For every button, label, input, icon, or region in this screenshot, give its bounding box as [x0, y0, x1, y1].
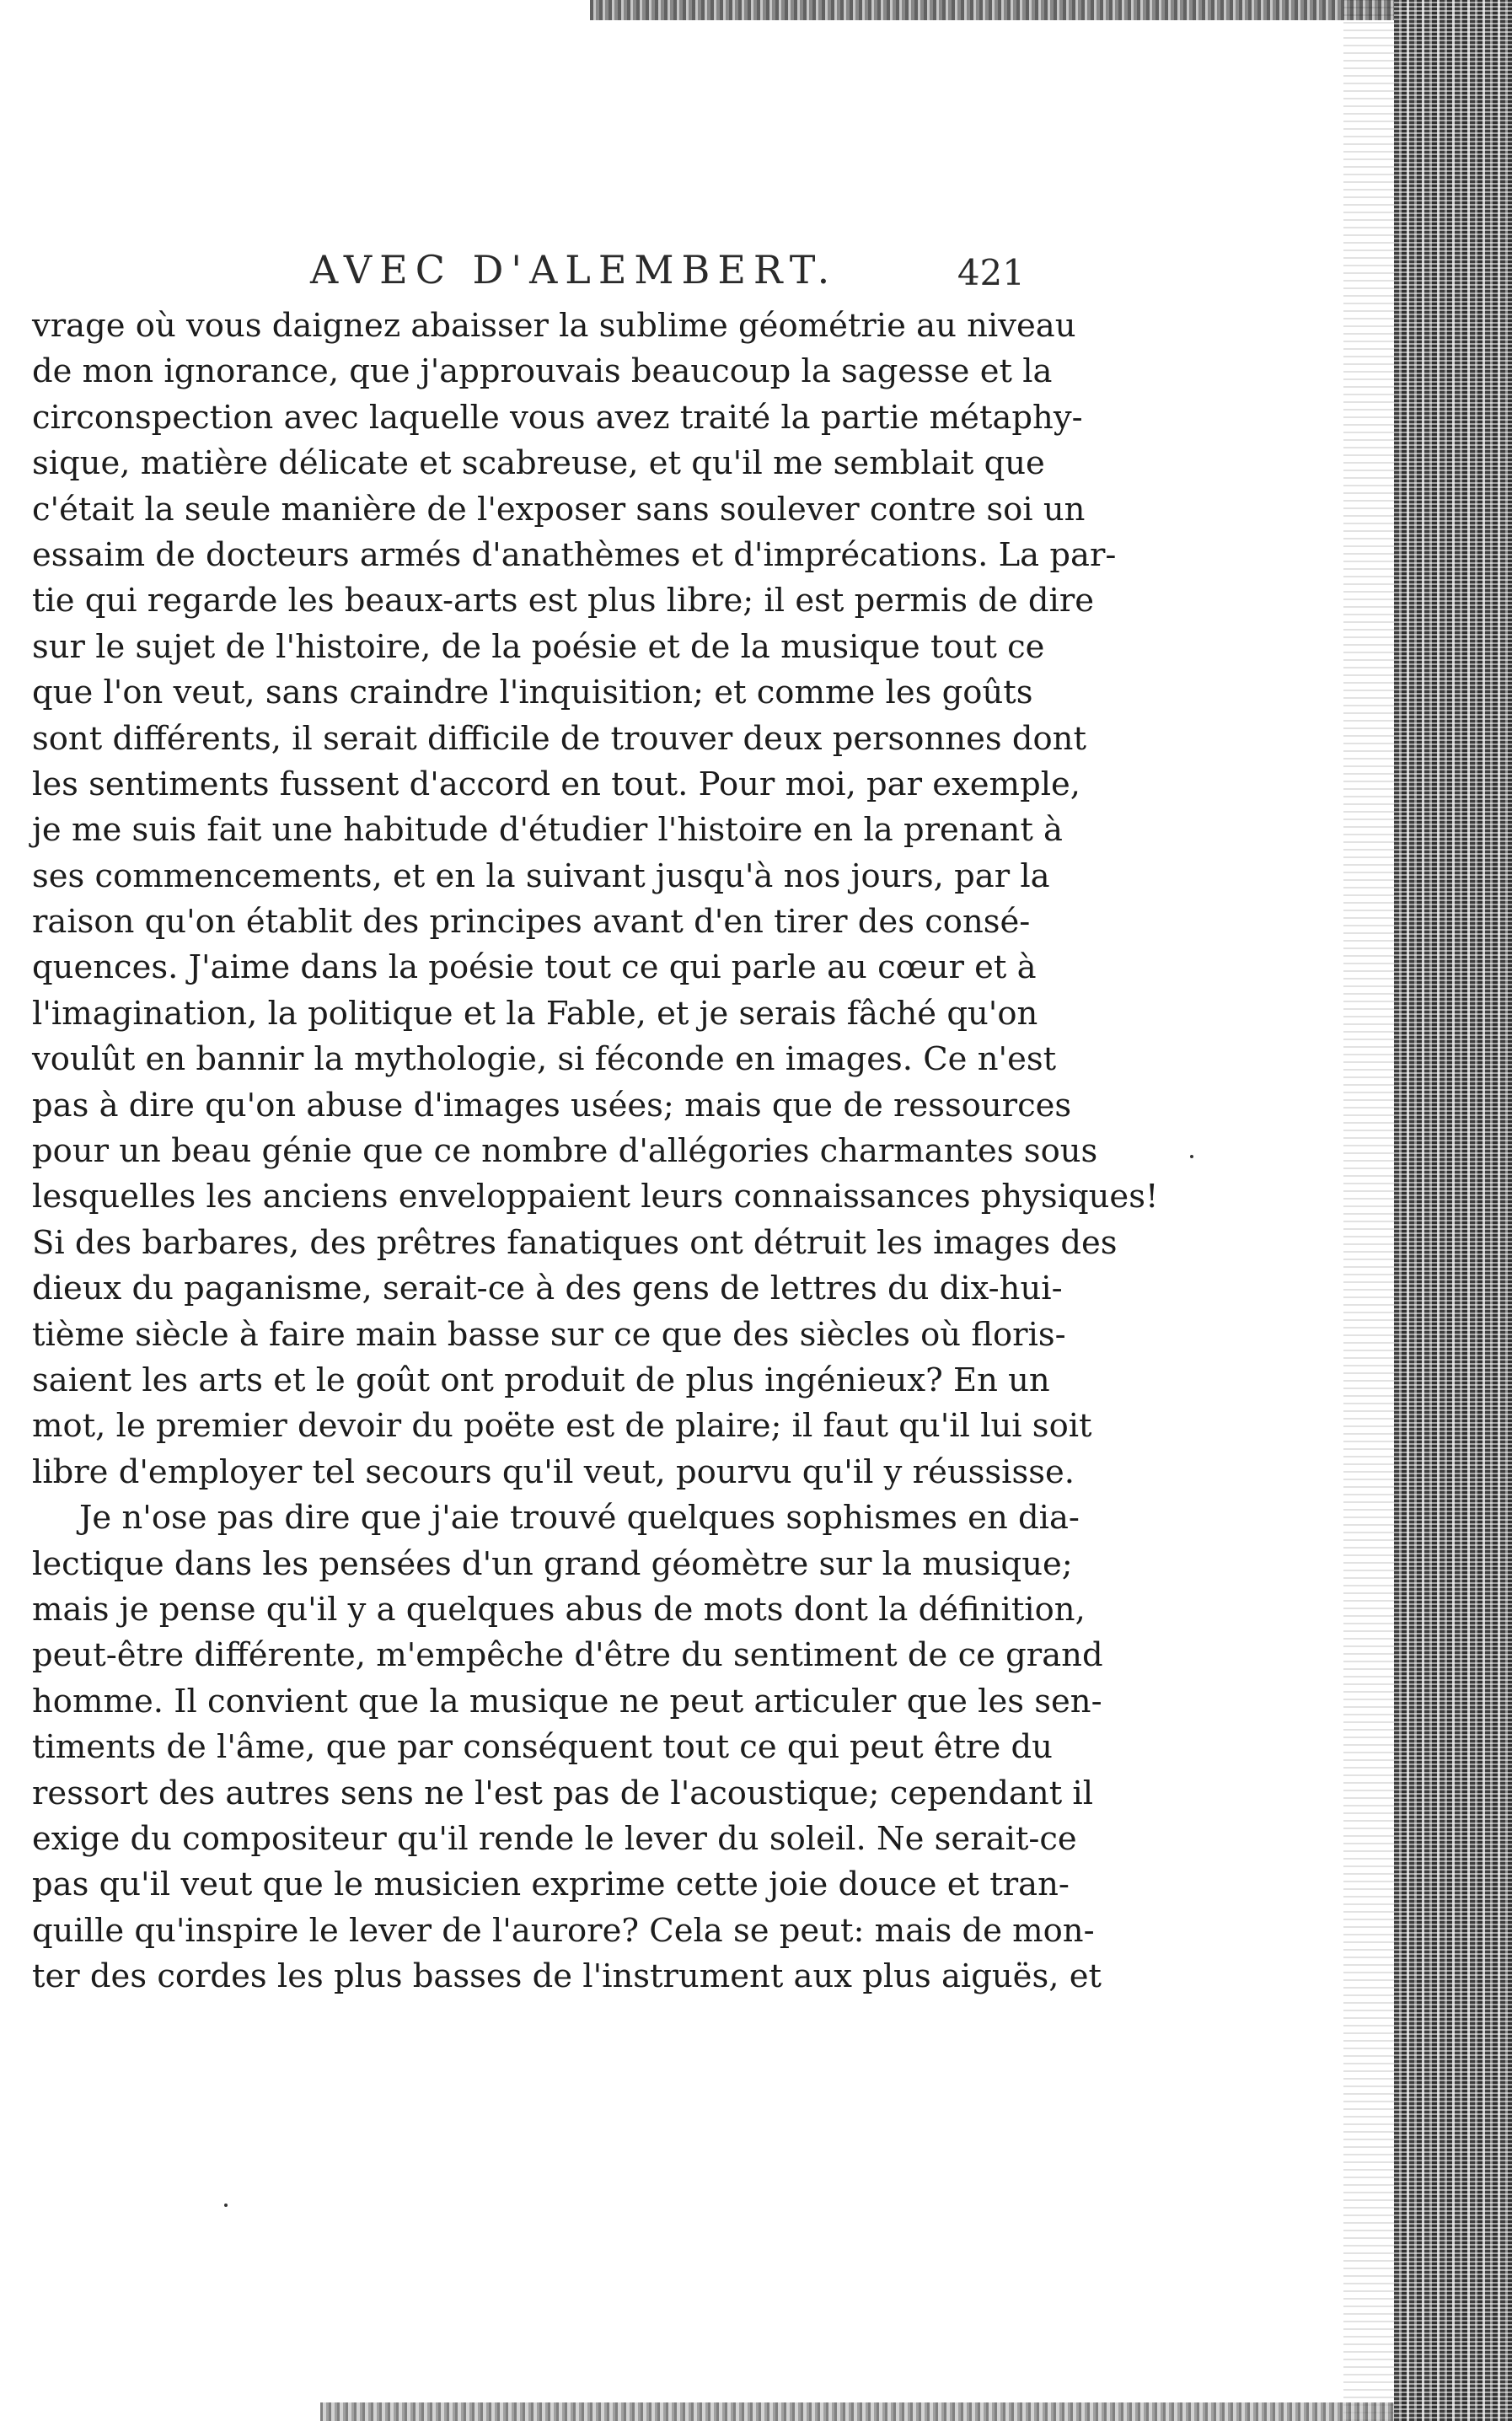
text-line: timents de l'âme, que par conséquent tout ce qui peut être du [32, 1728, 1053, 1767]
text-line: saient les arts et le goût ont produit de plus ingénieux? En un [32, 1361, 1050, 1399]
text-line: tième siècle à faire main basse sur ce que des siècles où floris- [32, 1315, 1066, 1354]
speck [1190, 1155, 1193, 1158]
text-line: sur le sujet de l'histoire, de la poésie et de la musique tout ce [32, 627, 1045, 666]
text-line: circonspection avec laquelle vous avez traité la partie métaphy- [32, 398, 1083, 437]
speck [224, 2204, 228, 2207]
body-text [32, 303, 1159, 2000]
text-line: que l'on veut, sans craindre l'inquisition; et comme les goûts [32, 674, 1033, 712]
text-line: pas qu'il veut que le musicien exprime cette joie douce et tran- [32, 1865, 1070, 1904]
text-line: l'imagination, la politique et la Fable, et je serais fâché qu'on [32, 994, 1038, 1033]
text-line: exige du compositeur qu'il rende le lever du soleil. Ne serait-ce [32, 1819, 1077, 1858]
text-line: homme. Il convient que la musique ne peut articuler que les sen- [32, 1682, 1102, 1720]
text-line: lesquelles les anciens enveloppaient leurs connaissances physiques! [32, 1178, 1159, 1216]
text-line: de mon ignorance, que j'approuvais beaucoup la sagesse et la [32, 352, 1053, 391]
page-number: 421 [957, 252, 1025, 293]
text-line: pour un beau génie que ce nombre d'allégories charmantes sous [32, 1132, 1098, 1171]
scan-edge-top [590, 0, 1394, 20]
scan-edge-bottom [320, 2402, 1394, 2421]
text-line: je me suis fait une habitude d'étudier l'histoire en la prenant à [32, 811, 1064, 850]
text-line: sont différents, il serait difficile de trouver deux personnes dont [32, 719, 1086, 758]
text-line: voulût en bannir la mythologie, si féconde en images. Ce n'est [32, 1040, 1057, 1079]
text-line: mot, le premier devoir du poëte est de plaire; il faut qu'il lui soit [32, 1407, 1092, 1446]
text-line: Si des barbares, des prêtres fanatiques ont détruit les images des [32, 1223, 1118, 1262]
text-line: vrage où vous daignez abaisser la sublime géométrie au niveau [32, 307, 1076, 345]
text-line: ter des cordes les plus basses de l'instrument aux plus aiguës, et [32, 1957, 1102, 1996]
text-line: dieux du paganisme, serait-ce à des gens de lettres du dix-hui- [32, 1270, 1063, 1308]
text-line: tie qui regarde les beaux-arts est plus libre; il est permis de dire [32, 582, 1095, 620]
text-line: Je n'ose pas dire que j'aie trouvé quelques sophismes en dia- [79, 1499, 1080, 1538]
running-title: AVEC D'ALEMBERT. [310, 247, 838, 293]
running-head [32, 244, 1025, 303]
text-line: ressort des autres sens ne l'est pas de l'acoustique; cependant il [32, 1774, 1094, 1812]
text-line: sique, matière délicate et scabreuse, et qu'il me semblait que [32, 444, 1045, 483]
text-line: pas à dire qu'on abuse d'images usées; mais que de ressources [32, 1086, 1072, 1125]
text-line: les sentiments fussent d'accord en tout. Pour moi, par exemple, [32, 765, 1081, 803]
text-line: lectique dans les pensées d'un grand géomètre sur la musique; [32, 1544, 1073, 1583]
scan-edge-right [1394, 0, 1512, 2421]
text-line: quences. J'aime dans la poésie tout ce qui parle au cœur et à [32, 948, 1037, 987]
book-page [32, 244, 1159, 2000]
text-line: ses commencements, et en la suivant jusqu'à nos jours, par la [32, 856, 1050, 895]
text-line: mais je pense qu'il y a quelques abus de mots dont la définition, [32, 1590, 1086, 1629]
text-line: raison qu'on établit des principes avant d'en tirer des consé- [32, 903, 1031, 942]
text-line: essaim de docteurs armés d'anathèmes et d'imprécations. La par- [32, 535, 1117, 574]
text-line: c'était la seule manière de l'exposer sans soulever contre soi un [32, 490, 1086, 529]
scan-edge-shadow [1343, 0, 1394, 2421]
text-line: peut-être différente, m'empêche d'être du sentiment de ce grand [32, 1636, 1103, 1675]
text-line: libre d'employer tel secours qu'il veut, pourvu qu'il y réussisse. [32, 1452, 1075, 1491]
text-line: quille qu'inspire le lever de l'aurore? Cela se peut: mais de mon- [32, 1911, 1095, 1950]
